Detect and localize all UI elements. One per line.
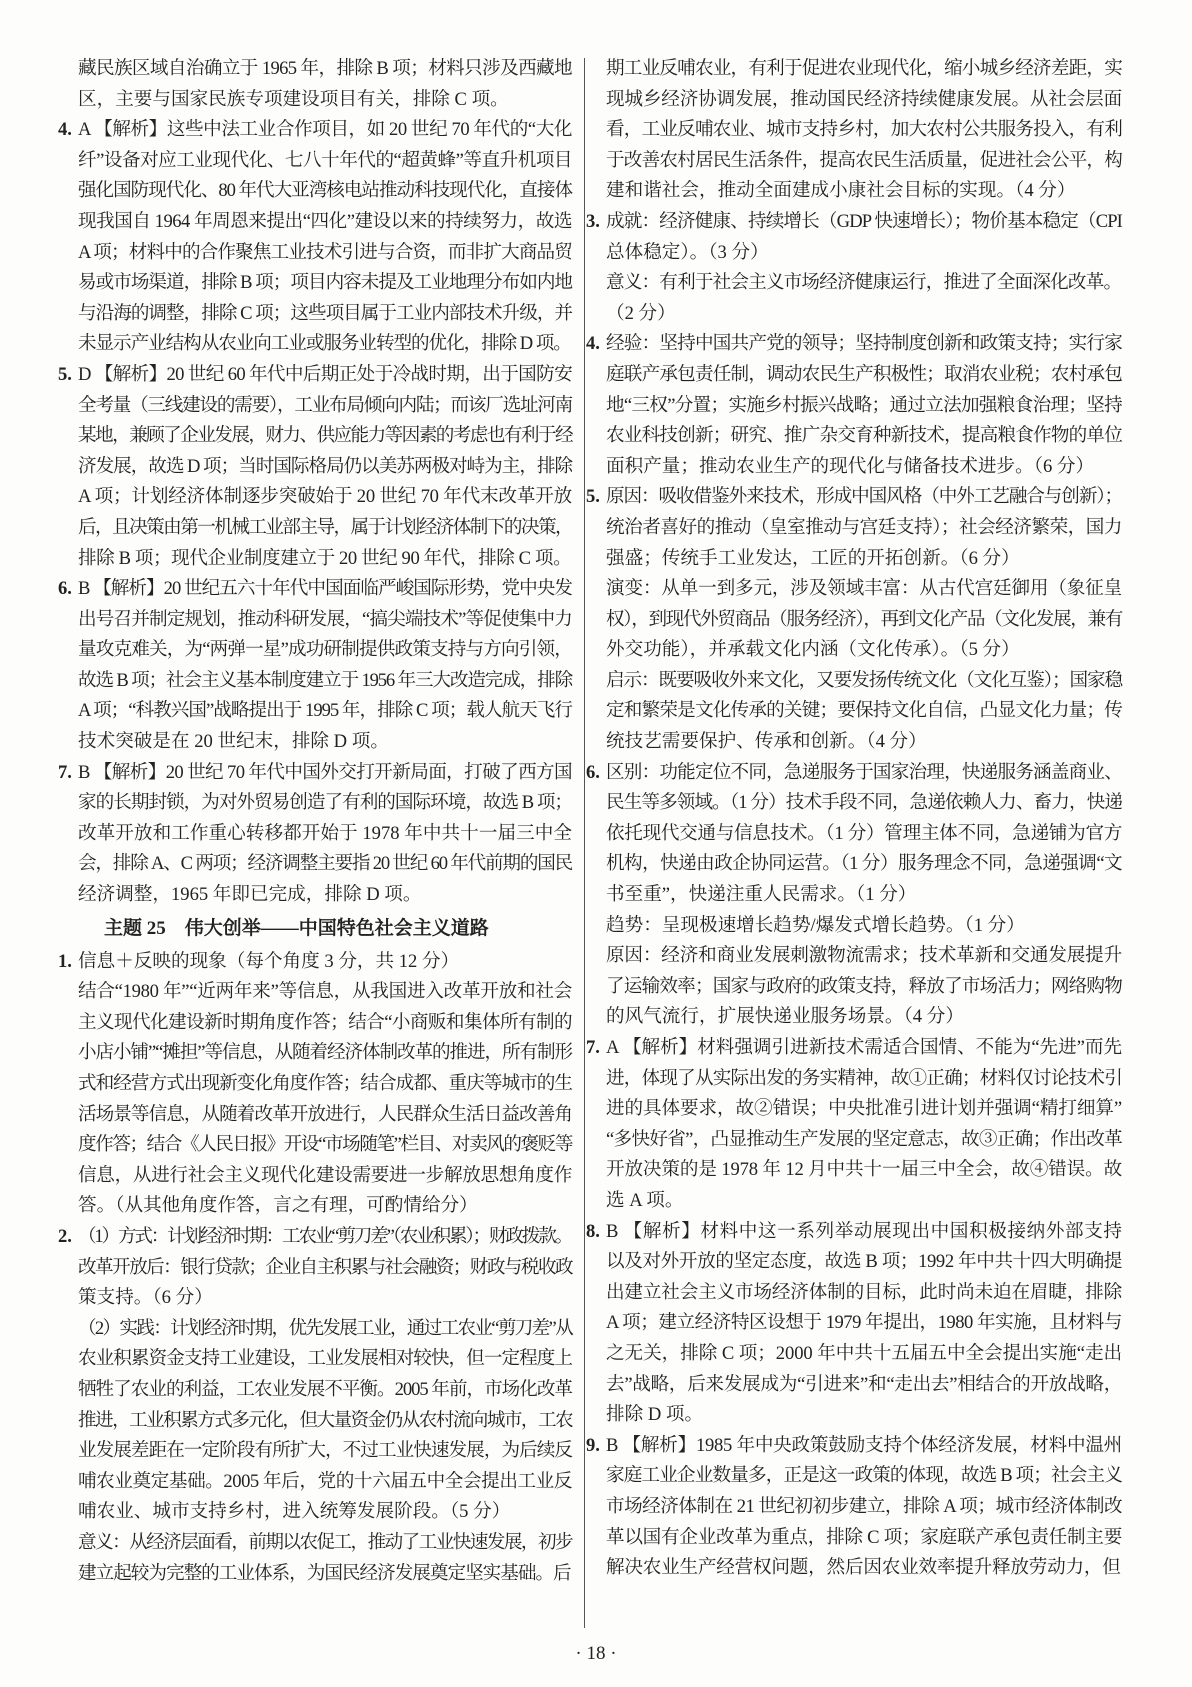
text-line: 看，工业反哺农业、城市支持乡村，加大农村公共服务投入，有利 [606, 119, 1122, 141]
text-line: 意义：从经济层面看，前期以农促工，推动了工业快速发展，初步 [78, 1531, 572, 1553]
text-line: 农业积累资金支持工业建设，工业发展相对较快，但一定程度上 [78, 1348, 572, 1370]
text-line: 进的具体要求，故②错误；中央批准引进计划并强调“精打细算” [606, 1098, 1122, 1120]
text-line: 原因：经济和商业发展刺激物流需求；技术革新和交通发展提升 [606, 945, 1122, 967]
text-line: B 【解析】20 世纪五六十年代中国面临严峻国际形势，党中央发 [78, 578, 572, 600]
text-line: 区，主要与国家民族专项建设项目有关，排除 C 项。 [78, 88, 509, 110]
text-line: A 【解析】材料强调引进新技术需适合国情、不能为“先进”而先 [606, 1037, 1122, 1058]
answer-continuation [606, 54, 1122, 207]
text-line: 演变：从单一到多元，涉及领域丰富：从古代宫廷御用（象征皇 [606, 578, 1122, 600]
text-line: 的风气流行，扩展快递业服务场景。（4 分） [606, 1006, 964, 1028]
text-line: 强化国防现代化、80 年代大亚湾核电站推动科技现代化，直接体 [78, 180, 572, 202]
item-number: 6. [58, 578, 72, 600]
text-line: “多快好省”，凸显推动生产发展的坚定意志，故③正确；作出改革 [606, 1128, 1122, 1150]
text-line: 经济调整，1965 年即已完成，排除 D 项。 [78, 884, 422, 906]
answer-item [586, 207, 1122, 329]
text-line: 答。（从其他角度作答，言之有理，可酌情给分） [78, 1195, 478, 1217]
text-line: 农业科技创新；研究、推广杂交育种新技术，提高粮食作物的单位 [606, 425, 1122, 447]
text-line: 外交功能），并承载文化内涵（文化传承）。（5 分） [606, 639, 1020, 661]
text-line: 藏民族区域自治确立于 1965 年，排除 B 项；材料只涉及西藏地 [78, 58, 572, 79]
text-line: 期工业反哺农业，有利于促进农业现代化，缩小城乡经济差距，实 [606, 58, 1122, 79]
text-line: B 【解析】1985 年中央政策鼓励支持个体经济发展，材料中温州 [606, 1434, 1122, 1456]
text-line: B 【解析】材料中这一系列举动展现出中国积极接纳外部支持 [606, 1220, 1122, 1242]
answer-item [58, 758, 572, 911]
text-line: 出号召并制定规划，推动科研发展，“搞尖端技术”等促使集中力 [78, 608, 572, 630]
text-line: 机构，快递由政企协同运营。（1 分）服务理念不同，急递强调“文 [606, 853, 1122, 875]
text-line: 小店小铺”“摊担”等信息，从随着经济体制改革的推进，所有制形 [78, 1042, 572, 1064]
answer-item [58, 360, 572, 574]
text-line: 总体稳定）。（3 分） [606, 241, 769, 263]
text-line: 排除 B 项；现代企业制度建立于 20 世纪 90 年代，排除 C 项。 [78, 547, 572, 569]
text-line: A 项；建立经济特区设想于 1979 年提出，1980 年实施，且材料与 [606, 1312, 1122, 1334]
text-line: 度作答；结合《人民日报》开设“市场随笔”栏目、对卖风的褒贬等 [78, 1134, 572, 1156]
text-line: 以及对外开放的坚定态度，故选 B 项；1992 年中共十四大明确提 [606, 1251, 1122, 1273]
text-line: 统治者喜好的推动（皇室推动与宫廷支持）；社会经济繁荣，国力 [606, 516, 1122, 538]
text-line: 原因：吸收借鉴外来技术，形成中国风格（中外工艺融合与创新）； [606, 486, 1122, 508]
text-line: （1）方式：计划经济时期：工农业“剪刀差”（农业积累）；财政拨款。 [78, 1225, 572, 1247]
text-line: 市场经济体制在 21 世纪初初步建立，排除 A 项；城市经济体制改 [606, 1495, 1122, 1517]
text-line: 会，排除 A、C 两项；经济调整主要指 20 世纪 60 年代前期的国民 [78, 853, 572, 875]
text-line: 于改善农村居民生活条件，提高农民生活质量，促进社会公平，构 [606, 149, 1122, 171]
answer-item [58, 947, 572, 1222]
text-line: 地“三权”分置；实施乡村振兴战略；通过立法加强粮食治理；坚持 [606, 394, 1122, 416]
column-divider [584, 58, 585, 1628]
answer-item [586, 758, 1122, 1033]
text-line: 成就：经济健康、持续增长（GDP 快速增长）；物价基本稳定（CPI [606, 210, 1122, 232]
section-heading: 主题 25 伟大创举——中国特色社会主义道路 [104, 917, 489, 939]
text-line: 依托现代交通与信息技术。（1 分）管理主体不同，急递铺为官方 [606, 822, 1122, 844]
text-line: 哺农业、城市支持乡村，进入统筹发展阶段。（5 分） [78, 1501, 511, 1523]
answer-item [586, 1217, 1122, 1431]
text-line: 庭联产承包责任制，调动农民生产积极性；取消农业税；农村承包 [606, 363, 1122, 385]
text-line: A 项；“科教兴国”战略提出于 1995 年，排除 C 项；载人航天飞行 [78, 700, 572, 722]
text-line: 业发展差距在一定阶段有所扩大，不过工业快速发展，为后续反 [78, 1440, 572, 1462]
text-line: 改革开放后：银行贷款；企业自主积累与社会融资；财政与税收政 [78, 1256, 572, 1278]
text-line: 民生等多领域。（1 分）技术手段不同，急递依赖人力、畜力，快递 [606, 792, 1122, 814]
answer-item [58, 1222, 572, 1589]
answer-continuation [78, 54, 572, 115]
text-line: A 项；材料中的合作聚焦工业技术引进与合资，而非扩大商品贸 [78, 241, 572, 263]
text-line: 去”战略，后来发展成为“引进来”和“走出去”相结合的开放战略， [606, 1373, 1122, 1395]
text-line: 策支持。（6 分） [78, 1287, 213, 1309]
text-line: 出建立社会主义市场经济体制的目标，此时尚未迫在眉睫，排除 [606, 1281, 1122, 1303]
answer-item [586, 482, 1122, 757]
text-line: （2 分） [606, 302, 676, 324]
text-line: 信息＋反映的现象（每个角度 3 分，共 12 分） [78, 950, 460, 972]
text-line: 意义：有利于社会主义市场经济健康运行，推进了全面深化改革。 [606, 272, 1122, 294]
text-line: 推进，工业积累方式多元化，但大量资金仍从农村流向城市，工农 [78, 1409, 572, 1431]
item-number: 7. [58, 761, 72, 783]
text-line: 建立起较为完整的工业体系，为国民经济发展奠定坚实基础。后 [78, 1562, 571, 1584]
text-line: 进，体现了从实际出发的务实精神，故①正确；材料仅讨论技术引 [606, 1067, 1122, 1089]
text-line: 纤”设备对应工业现代化、七八十年代的“超黄蜂”等直升机项目 [78, 149, 572, 171]
text-line: 面积产量；推动农业生产的现代化与储备技术进步。（6 分） [606, 455, 1095, 477]
text-line: 启示：既要吸收外来文化，又要发扬传统文化（文化互鉴）；国家稳 [606, 669, 1122, 691]
text-line: 强盛；传统手工业发达，工匠的开拓创新。（6 分） [606, 547, 1020, 569]
text-line: 趋势：呈现极速增长趋势/爆发式增长趋势。（1 分） [606, 914, 1025, 936]
text-line: 改革开放和工作重心转移都开始于 1978 年中共十一届三中全 [78, 822, 572, 844]
page-number: · 18 · [575, 1643, 617, 1664]
item-number: 4. [58, 119, 72, 141]
item-number: 5. [586, 486, 600, 508]
text-line: 解决农业生产经营权问题，然后因农业效率提升释放劳动力，但 [606, 1557, 1121, 1579]
text-line: 易或市场渠道，排除 B 项；项目内容未提及工业地理分布如内地 [78, 272, 572, 294]
text-line: 哺农业奠定基础。2005 年后，党的十六届五中全会提出工业反 [78, 1470, 572, 1492]
item-number: 6. [586, 761, 600, 783]
text-line: 式和经营方式出现新变化角度作答；结合成都、重庆等城市的生 [78, 1073, 572, 1094]
item-number: 5. [58, 363, 72, 385]
text-line: B 【解析】20 世纪 70 年代中国外交打开新局面，打破了西方国 [78, 761, 572, 783]
text-line: 全考量（三线建设的需要），工业布局倾向内陆；而该厂选址河南 [78, 394, 572, 416]
text-line: 之无关，排除 C 项；2000 年中共十五届五中全会提出实施“走出 [606, 1342, 1122, 1364]
answer-item [586, 329, 1122, 482]
item-number: 1. [58, 950, 72, 972]
text-line: 定和繁荣是文化传承的关键；要保持文化自信，凸显文化力量；传 [606, 700, 1122, 722]
text-line: 家庭工业企业数量多，正是这一政策的体现，故选 B 项；社会主义 [606, 1465, 1122, 1487]
text-line: 主义现代化建设新时期角度作答；结合“小商贩和集体所有制的 [78, 1011, 572, 1033]
item-number: 2. [58, 1225, 72, 1247]
text-line: 济发展，故选 D 项；当时国际格局仍以美苏两极对峙为主，排除 [78, 455, 572, 477]
text-line: 现我国自 1964 年周恩来提出“四化”建设以来的持续努力，故选 [78, 210, 572, 232]
left-column [58, 54, 572, 1589]
text-line: 技术突破是在 20 世纪末，排除 D 项。 [78, 731, 389, 753]
text-line: 结合“1980 年”“近两年来”等信息，从我国进入改革开放和社会 [78, 981, 572, 1003]
answer-item [586, 1431, 1122, 1584]
text-line: 书至重”，快递注重人民需求。（1 分） [606, 884, 917, 906]
text-line: A 【解析】这些中法工业合作项目，如 20 世纪 70 年代的“大化 [78, 119, 572, 141]
text-line: 后，且决策由第一机械工业部主导，属于计划经济体制下的决策， [78, 516, 572, 538]
text-line: 量攻克难关，为“两弹一星”成功研制提供政策支持与方向引领， [78, 639, 572, 661]
text-line: 牺牲了农业的利益，工农业发展不平衡。2005 年前，市场化改革 [78, 1378, 572, 1400]
item-number: 4. [586, 333, 600, 355]
text-line: 了运输效率；国家与政府的政策支持，释放了市场活力；网络购物 [606, 975, 1122, 997]
text-line: 排除 D 项。 [606, 1404, 704, 1426]
text-line: 故选 B 项；社会主义基本制度建立于 1956 年三大改造完成，排除 [78, 669, 572, 691]
text-line: 某地，兼顾了企业发展，财力、供应能力等因素的考虑也有利于经 [78, 425, 572, 447]
text-line: A 项；计划经济体制逐步突破始于 20 世纪 70 年代末改革开放 [78, 486, 572, 508]
text-line: 现城乡经济协调发展，推动国民经济持续健康发展。从社会层面 [606, 88, 1122, 110]
text-line: 家的长期封锁，为对外贸易创造了有利的国际环境，故选 B 项； [78, 792, 572, 814]
item-number: 3. [586, 210, 600, 232]
right-column [586, 54, 1122, 1584]
text-line: 区别：功能定位不同，急递服务于国家治理，快递服务涵盖商业、 [606, 761, 1122, 783]
text-line: 选 A 项。 [606, 1189, 684, 1211]
text-line: 活场景等信息，从随着改革开放进行，人民群众生活日益改善角 [78, 1103, 572, 1125]
text-line: 统技艺需要保护、传承和创新。（4 分） [606, 731, 927, 753]
item-number: 9. [586, 1434, 600, 1456]
text-line: 未显示产业结构从农业向工业或服务业转型的优化，排除 D 项。 [78, 333, 571, 355]
item-number: 8. [586, 1220, 600, 1242]
text-line: D 【解析】20 世纪 60 年代中后期正处于冷战时期，出于国防安 [78, 363, 572, 385]
text-line: 开放决策的是 1978 年 12 月中共十一届三中全会，故④错误。故 [606, 1159, 1122, 1181]
text-line: （2）实践：计划经济时期，优先发展工业，通过工农业“剪刀差”从 [78, 1317, 572, 1339]
answer-item [586, 1033, 1122, 1217]
text-line: 建和谐社会，推动全面建成小康社会目标的实现。（4 分） [606, 180, 1076, 202]
answer-item [58, 574, 572, 758]
item-number: 7. [586, 1037, 600, 1058]
answer-item [58, 115, 572, 360]
text-line: 经验：坚持中国共产党的领导；坚持制度创新和政策支持；实行家 [606, 333, 1122, 355]
text-line: 权），到现代外贸商品（服务经济），再到文化产品（文化发展，兼有 [606, 608, 1122, 630]
text-line: 与沿海的调整，排除 C 项；这些项目属于工业内部技术升级，并 [78, 302, 572, 324]
text-line: 信息，从进行社会主义现代化建设需要进一步解放思想角度作 [78, 1164, 572, 1186]
text-line: 革以国有企业改革为重点，排除 C 项；家庭联产承包责任制主要 [606, 1526, 1122, 1548]
